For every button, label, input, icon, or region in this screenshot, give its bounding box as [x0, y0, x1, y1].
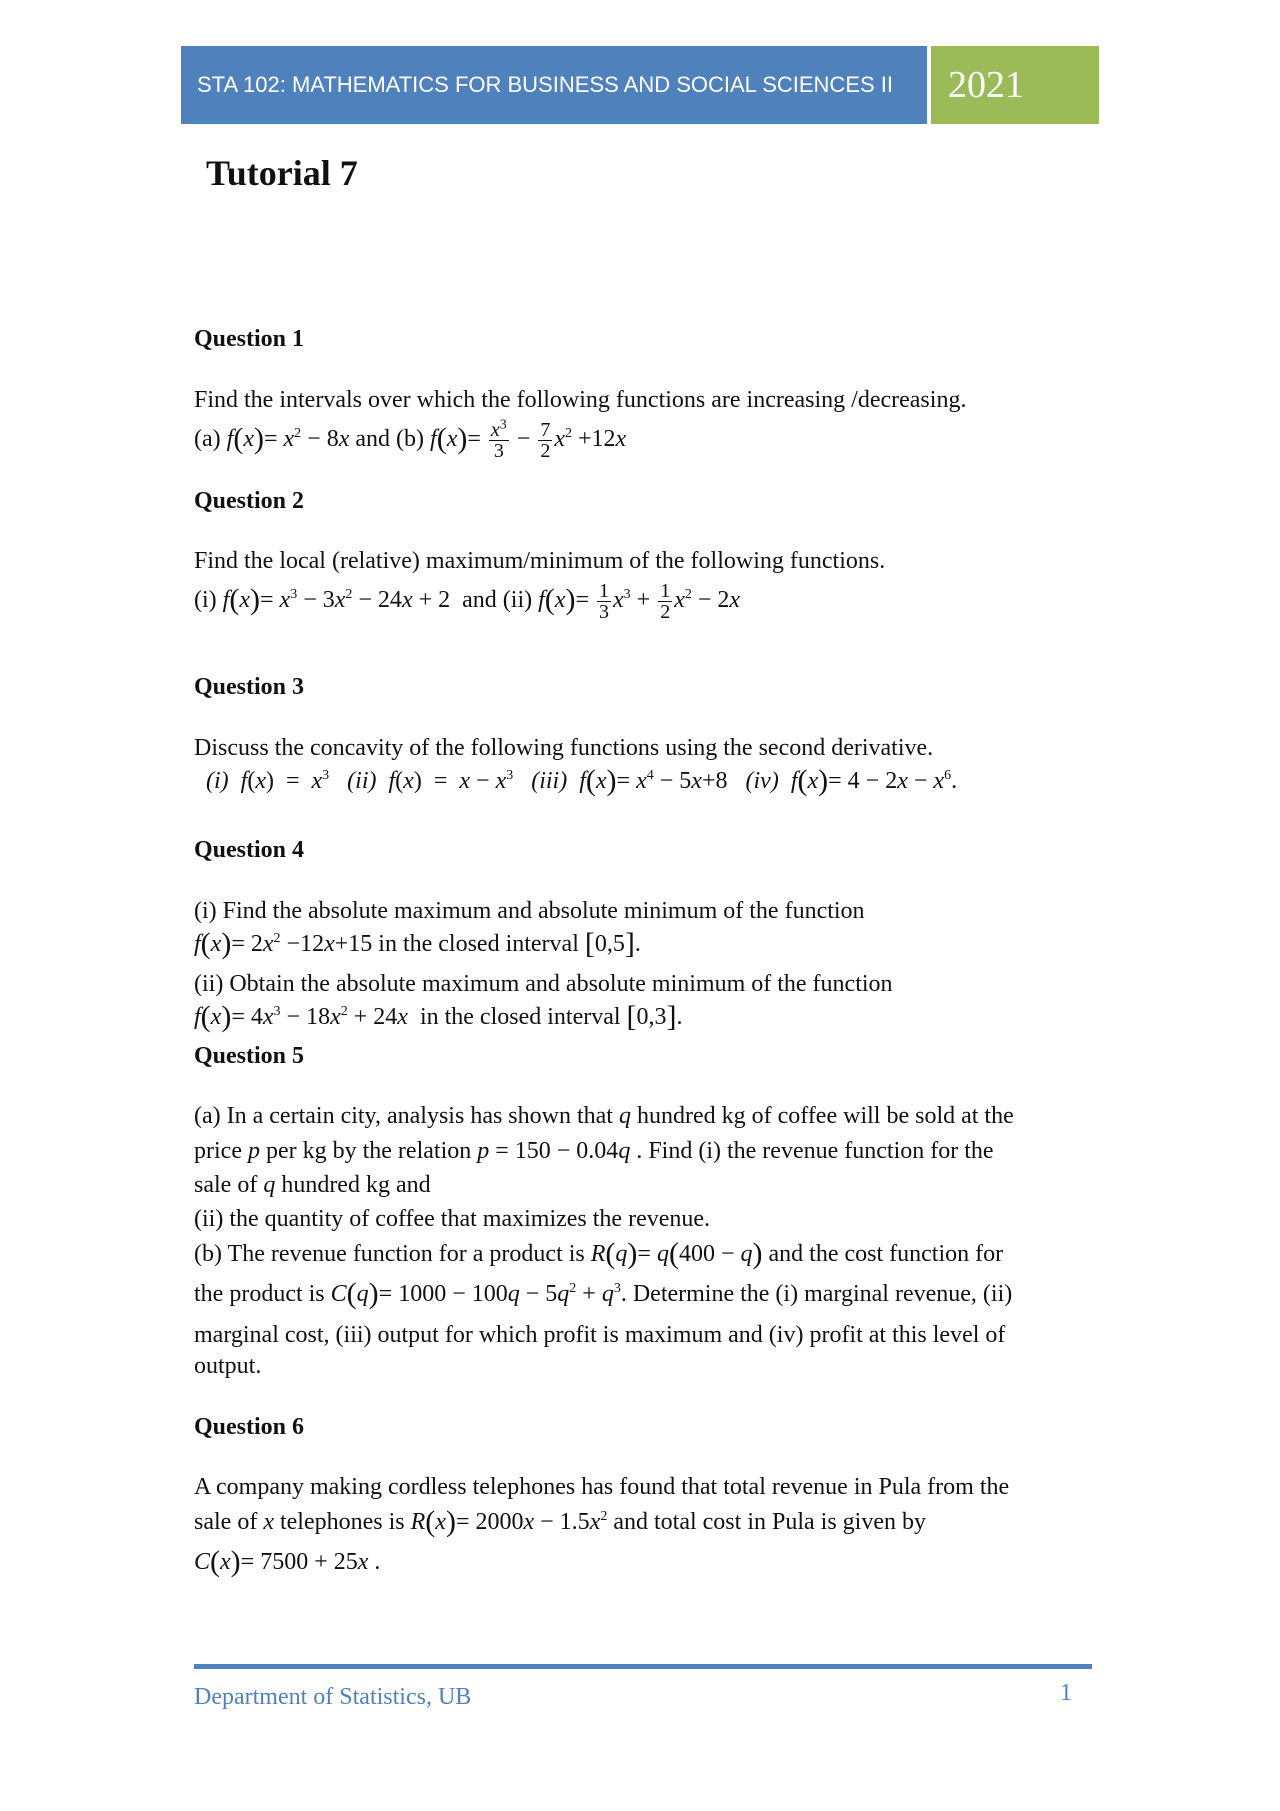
question-3-heading: Question 3 — [194, 674, 305, 700]
question-6-line-2: sale of x telephones is $R(x)= 2000x - 1.5x^2$ and total cost in Pula is given by — [194, 1505, 926, 1538]
question-5-heading: Question 5 — [194, 1043, 305, 1069]
footer-department: Department of Statistics, UB — [194, 1684, 472, 1710]
question-1-text: Find the intervals over which the following functions are increasing /decreasing. — [194, 387, 967, 413]
question-5-line-2: price p per kg by the relation p = 150 − 0.04q . Find (i) the revenue function for the — [194, 1138, 994, 1164]
course-year: 2021 — [931, 46, 1099, 124]
question-4-heading: Question 4 — [194, 837, 305, 863]
page-title: Tutorial 7 — [206, 153, 358, 193]
question-2-functions: (i) $f(x)= x^3 - 3x^2 - 24x + 2$ and (ii) f(x)= $\frac{1}{3}$ $x^3$ + $\frac{1}{2}$ $x^2 - 2x$ — [194, 580, 741, 623]
question-2-text: Find the local (relative) maximum/minimum of the following functions. — [194, 548, 886, 574]
question-5-line-5: (b) The revenue function for a product is R(q)= q(400 − q) and the cost function for — [194, 1237, 1004, 1270]
footer-rule — [194, 1664, 1092, 1669]
question-4-part-i-function: $f(x)= 2x^2 -12x+15$ in the closed interval [0,5]. — [194, 927, 641, 960]
question-5-line-3-lead: sale of — [194, 1172, 258, 1198]
question-4-part-ii: (ii) Obtain the absolute maximum and absolute minimum of the function — [194, 971, 893, 997]
question-4-part-i: (i) Find the absolute maximum and absolute minimum of the function — [194, 898, 865, 924]
question-5-line-1: (a) In a certain city, analysis has shown that q hundred kg of coffee will be sold at the — [194, 1103, 1014, 1129]
question-5-line-7: marginal cost, (iii) output for which profit is maximum and (iv) profit at this level of — [194, 1322, 1006, 1348]
course-title: STA 102: MATHEMATICS FOR BUSINESS AND SOCIAL SCIENCES II — [181, 46, 927, 124]
page-header — [181, 46, 1099, 124]
page-number: 1 — [1060, 1680, 1072, 1706]
question-6-line-1: A company making cordless telephones has found that total revenue in Pula from the — [194, 1474, 1010, 1500]
question-1-heading: Question 1 — [194, 326, 305, 352]
question-5-line-3: sale of q hundred kg and — [194, 1172, 431, 1198]
question-3-functions: (i) $f(x) = x^3$ (ii) $f(x) = x - x^3$ (iii) $f(x)= x^4 - 5x+8$ (iv) $f(x)= 4 - 2x - x^6$. — [206, 764, 958, 797]
question-3-text: Discuss the concavity of the following functions using the second derivative. — [194, 735, 934, 761]
question-6-line-3: C(x)= 7500 + 25x . — [194, 1545, 381, 1578]
question-2-heading: Question 2 — [194, 488, 305, 514]
question-1-functions: (a) $f(x)= x^2 - 8x$ and (b) f(x)= $\frac{x^3}{3}$ − $\frac{7}{2}$ $x^2 +12x$ — [194, 417, 627, 462]
question-5-line-4: (ii) the quantity of coffee that maximizes the revenue. — [194, 1206, 711, 1232]
question-4-part-ii-function: $f(x)= 4x^3 - 18x^2 + 24x$ in the closed interval [0,3]. — [194, 1000, 683, 1033]
question-5-line-6: the product is $C(q)= 1000 - 100q - 5q^2 + q^3$. Determine the (i) marginal revenue, (ii) — [194, 1277, 1013, 1310]
question-6-heading: Question 6 — [194, 1414, 305, 1440]
question-5-line-8: output. — [194, 1353, 262, 1379]
